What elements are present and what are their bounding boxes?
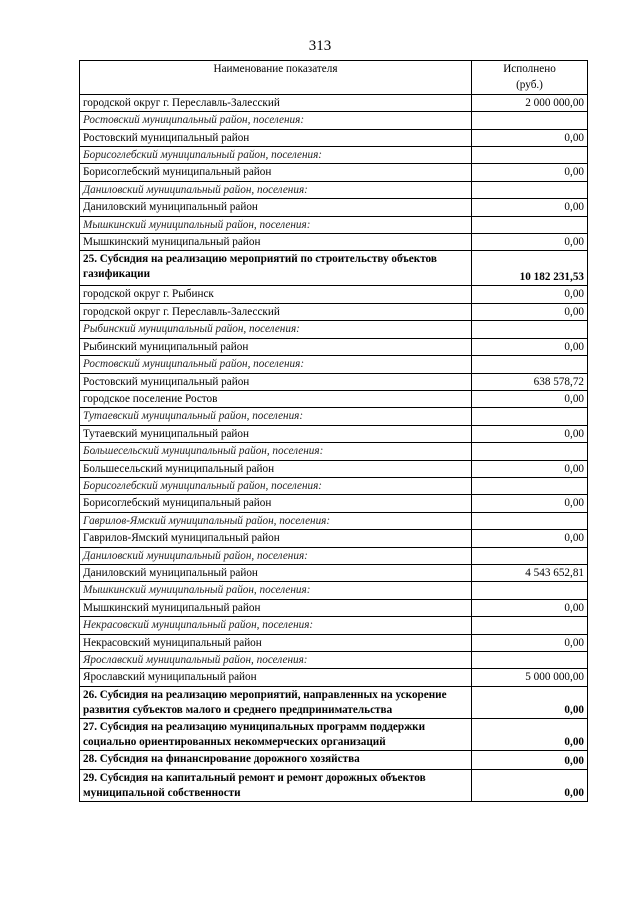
row-name: 26. Субсидия на реализацию мероприятий, направленных на ускорение развития субъектов малого и среднего предпринимательства bbox=[80, 686, 472, 718]
table-row bbox=[80, 390, 588, 407]
section-row bbox=[80, 718, 588, 750]
column-header-value-line2: (руб.) bbox=[516, 79, 543, 92]
row-value: 0,00 bbox=[472, 425, 588, 442]
row-name: Ростовский муниципальный район bbox=[80, 129, 472, 146]
subheading-row bbox=[80, 512, 588, 529]
subheading-row bbox=[80, 112, 588, 129]
row-value bbox=[472, 582, 588, 599]
table-row bbox=[80, 634, 588, 651]
table-row bbox=[80, 94, 588, 111]
subheading-row bbox=[80, 477, 588, 494]
row-name: Мышкинский муниципальный район bbox=[80, 599, 472, 616]
row-name: Ярославский муниципальный район bbox=[80, 669, 472, 686]
row-value: 0,00 bbox=[472, 286, 588, 303]
table-row bbox=[80, 164, 588, 181]
row-value bbox=[472, 112, 588, 129]
table-row bbox=[80, 599, 588, 616]
row-name: Тутаевский муниципальный район, поселения: bbox=[80, 408, 472, 425]
row-name: Даниловский муниципальный район, поселения: bbox=[80, 181, 472, 198]
row-value: 10 182 231,53 bbox=[472, 251, 588, 286]
section-row bbox=[80, 686, 588, 718]
subheading-row bbox=[80, 652, 588, 669]
column-header-value bbox=[472, 61, 588, 95]
row-name: городское поселение Ростов bbox=[80, 390, 472, 407]
table-row bbox=[80, 303, 588, 320]
table-row bbox=[80, 495, 588, 512]
column-header-name: Наименование показателя bbox=[80, 61, 472, 95]
row-name: городской округ г. Переславль-Залесский bbox=[80, 303, 472, 320]
row-name: Ростовский муниципальный район, поселения: bbox=[80, 112, 472, 129]
table-row bbox=[80, 564, 588, 581]
table-row bbox=[80, 234, 588, 251]
row-value: 0,00 bbox=[472, 599, 588, 616]
subheading-row bbox=[80, 181, 588, 198]
table-row bbox=[80, 460, 588, 477]
row-name: Большесельский муниципальный район bbox=[80, 460, 472, 477]
row-value bbox=[472, 147, 588, 164]
row-name: Мышкинский муниципальный район, поселения: bbox=[80, 216, 472, 233]
table-header bbox=[80, 61, 588, 95]
row-value bbox=[472, 512, 588, 529]
row-name: Даниловский муниципальный район bbox=[80, 199, 472, 216]
row-value: 2 000 000,00 bbox=[472, 94, 588, 111]
row-name: Ростовский муниципальный район bbox=[80, 373, 472, 390]
row-value: 638 578,72 bbox=[472, 373, 588, 390]
page-number: 313 bbox=[308, 38, 332, 54]
subheading-row bbox=[80, 443, 588, 460]
table-row bbox=[80, 199, 588, 216]
table-row bbox=[80, 129, 588, 146]
subheading-row bbox=[80, 321, 588, 338]
subheading-row bbox=[80, 356, 588, 373]
budget-table bbox=[79, 60, 588, 802]
row-value bbox=[472, 652, 588, 669]
row-value: 0,00 bbox=[472, 530, 588, 547]
subheading-row bbox=[80, 216, 588, 233]
row-value: 4 543 652,81 bbox=[472, 564, 588, 581]
row-value: 0,00 bbox=[472, 199, 588, 216]
subheading-row bbox=[80, 582, 588, 599]
row-name: Мышкинский муниципальный район, поселения: bbox=[80, 582, 472, 599]
row-value: 0,00 bbox=[472, 129, 588, 146]
table-row bbox=[80, 425, 588, 442]
row-name: Борисоглебский муниципальный район bbox=[80, 495, 472, 512]
row-name: 25. Субсидия на реализацию мероприятий по строительству объектов газификации bbox=[80, 251, 472, 286]
row-value bbox=[472, 477, 588, 494]
table-row bbox=[80, 373, 588, 390]
row-name: Ярославский муниципальный район, поселения: bbox=[80, 652, 472, 669]
column-header-value-line1: Исполнено bbox=[503, 63, 556, 75]
row-value: 0,00 bbox=[472, 634, 588, 651]
row-value: 0,00 bbox=[472, 164, 588, 181]
row-name: Большесельский муниципальный район, поселения: bbox=[80, 443, 472, 460]
table-row bbox=[80, 530, 588, 547]
row-value: 0,00 bbox=[472, 460, 588, 477]
row-value bbox=[472, 617, 588, 634]
row-value: 5 000 000,00 bbox=[472, 669, 588, 686]
row-name: Даниловский муниципальный район, поселения: bbox=[80, 547, 472, 564]
row-name: Рыбинский муниципальный район, поселения: bbox=[80, 321, 472, 338]
row-name: 27. Субсидия на реализацию муниципальных программ поддержки социально ориентированных некоммерческих организаций bbox=[80, 718, 472, 750]
table-row bbox=[80, 338, 588, 355]
row-name: Борисоглебский муниципальный район bbox=[80, 164, 472, 181]
row-name: Гаврилов-Ямский муниципальный район bbox=[80, 530, 472, 547]
row-value bbox=[472, 181, 588, 198]
row-value: 0,00 bbox=[472, 769, 588, 801]
row-name: Гаврилов-Ямский муниципальный район, поселения: bbox=[80, 512, 472, 529]
row-value: 0,00 bbox=[472, 234, 588, 251]
row-name: Борисоглебский муниципальный район, поселения: bbox=[80, 477, 472, 494]
row-name: Даниловский муниципальный район bbox=[80, 564, 472, 581]
row-name: Борисоглебский муниципальный район, поселения: bbox=[80, 147, 472, 164]
subheading-row bbox=[80, 408, 588, 425]
row-value: 0,00 bbox=[472, 750, 588, 769]
row-value: 0,00 bbox=[472, 390, 588, 407]
row-name: Рыбинский муниципальный район bbox=[80, 338, 472, 355]
row-value bbox=[472, 408, 588, 425]
row-name: Некрасовский муниципальный район bbox=[80, 634, 472, 651]
row-name: Некрасовский муниципальный район, поселения: bbox=[80, 617, 472, 634]
row-value: 0,00 bbox=[472, 718, 588, 750]
row-value bbox=[472, 443, 588, 460]
section-row bbox=[80, 251, 588, 286]
row-value bbox=[472, 356, 588, 373]
subheading-row bbox=[80, 547, 588, 564]
row-name: Мышкинский муниципальный район bbox=[80, 234, 472, 251]
row-name: городской округ г. Переславль-Залесский bbox=[80, 94, 472, 111]
section-row bbox=[80, 769, 588, 801]
table-row bbox=[80, 286, 588, 303]
row-name: 28. Субсидия на финансирование дорожного хозяйства bbox=[80, 750, 472, 769]
row-value: 0,00 bbox=[472, 303, 588, 320]
row-value: 0,00 bbox=[472, 338, 588, 355]
row-value bbox=[472, 216, 588, 233]
row-name: городской округ г. Рыбинск bbox=[80, 286, 472, 303]
subheading-row bbox=[80, 147, 588, 164]
row-value: 0,00 bbox=[472, 495, 588, 512]
row-value: 0,00 bbox=[472, 686, 588, 718]
row-value bbox=[472, 321, 588, 338]
row-name: 29. Субсидия на капитальный ремонт и ремонт дорожных объектов муниципальной собственности bbox=[80, 769, 472, 801]
subheading-row bbox=[80, 617, 588, 634]
row-name: Тутаевский муниципальный район bbox=[80, 425, 472, 442]
row-name: Ростовский муниципальный район, поселения: bbox=[80, 356, 472, 373]
row-value bbox=[472, 547, 588, 564]
table-row bbox=[80, 669, 588, 686]
section-row bbox=[80, 750, 588, 769]
